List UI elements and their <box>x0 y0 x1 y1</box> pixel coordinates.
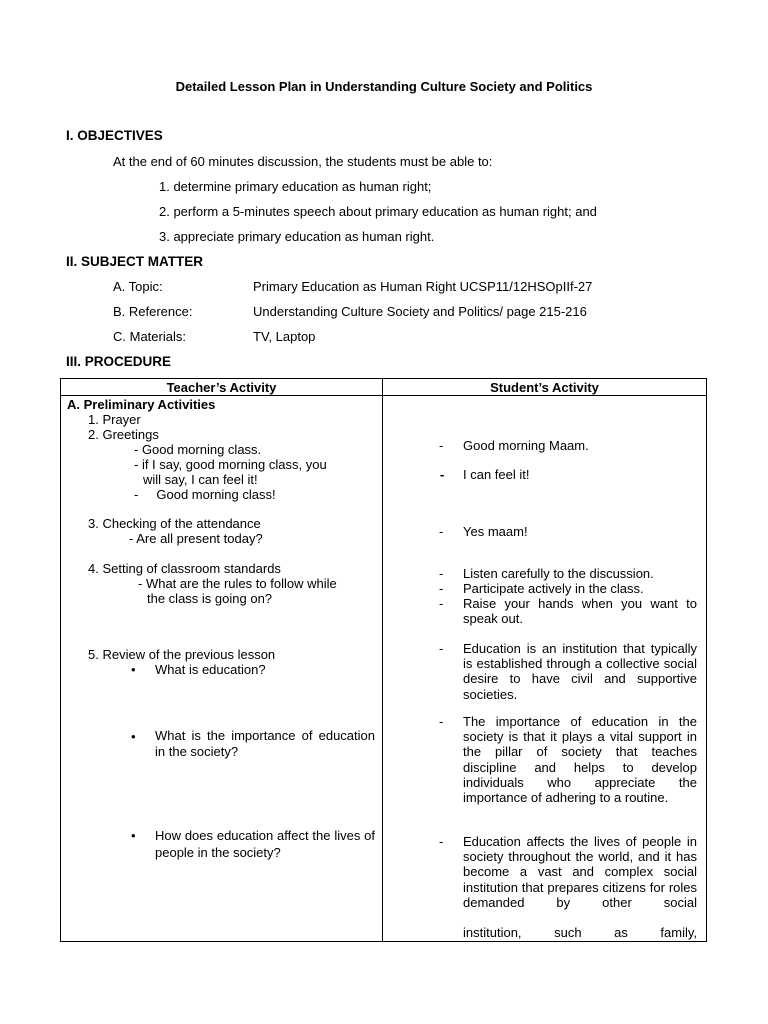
teacher-attendance-question: - Are all present today? <box>129 531 263 546</box>
student-column-header: Student’s Activity <box>490 380 599 395</box>
document-title: Detailed Lesson Plan in Understanding Culture Society and Politics <box>175 79 593 94</box>
teacher-greeting-line: - if I say, good morning class, you <box>134 457 327 472</box>
objective-item: 3. appreciate primary education as human right. <box>159 229 435 244</box>
student-response: institution, such as family, <box>463 925 697 940</box>
teacher-item-greetings: 2. Greetings <box>88 427 159 442</box>
objective-item: 2. perform a 5-minutes speech about primary education as human right; and <box>159 204 597 219</box>
table-header-divider <box>61 395 706 396</box>
bullet-icon: • <box>131 729 136 744</box>
subject-label: C. Materials: <box>113 329 186 344</box>
procedure-table <box>60 378 707 942</box>
subject-value: TV, Laptop <box>253 329 316 344</box>
teacher-greeting-line: will say, I can feel it! <box>143 472 258 487</box>
table-column-divider <box>382 379 383 941</box>
bullet-icon: • <box>131 662 136 677</box>
student-response: Participate actively in the class. <box>463 581 644 596</box>
student-response: Good morning Maam. <box>463 438 589 453</box>
dash-icon: - <box>439 596 444 611</box>
student-response: Education affects the lives of people in society throughout the world, and it has become a vast and complex social institution that prepares citizens for roles demanded by other social <box>463 834 697 910</box>
student-response: Yes maam! <box>463 524 528 539</box>
student-response: Education is an institution that typically is established through a collective social desire to have civil and supportive societies. <box>463 641 697 702</box>
teacher-standards-question: the class is going on? <box>147 591 273 606</box>
bullet-icon: • <box>131 828 136 843</box>
subject-value: Primary Education as Human Right UCSP11/12HSOpIIf-27 <box>253 279 593 294</box>
teacher-item-attendance: 3. Checking of the attendance <box>88 516 261 531</box>
teacher-item-review: 5. Review of the previous lesson <box>88 647 276 662</box>
dash-icon: - <box>439 641 444 656</box>
teacher-item-standards: 4. Setting of classroom standards <box>88 561 281 576</box>
dash-icon: - <box>439 438 444 453</box>
review-question: What is education? <box>155 662 266 677</box>
teacher-greeting-line: - Good morning class! <box>134 487 276 502</box>
review-question: What is the importance of education in the society? <box>155 728 375 759</box>
dash-icon: - <box>439 714 444 729</box>
review-question: How does education affect the lives of people in the society? <box>155 828 375 860</box>
student-response: I can feel it! <box>463 467 530 482</box>
dash-icon: - <box>439 834 444 849</box>
procedure-heading: III. PROCEDURE <box>66 354 172 369</box>
teacher-greeting-line: - Good morning class. <box>134 442 262 457</box>
subject-label: B. Reference: <box>113 304 193 319</box>
teacher-standards-question: - What are the rules to follow while <box>138 576 337 591</box>
teacher-item-prayer: 1. Prayer <box>88 412 141 427</box>
dash-icon: - <box>439 566 444 581</box>
objectives-heading: I. OBJECTIVES <box>66 128 163 143</box>
objective-item: 1. determine primary education as human right; <box>159 179 432 194</box>
dash-icon: - <box>439 524 444 539</box>
dash-icon: - <box>439 581 444 596</box>
dash-icon: - <box>440 467 445 482</box>
student-response: Raise your hands when you want to speak out. <box>463 596 697 627</box>
student-response: Listen carefully to the discussion. <box>463 566 654 581</box>
subject-label: A. Topic: <box>113 279 163 294</box>
student-response: The importance of education in the society is that it plays a vital support in the pillar of society that teaches discipline and helps to develop individuals who appreciate the importance of adhering to a routine. <box>463 714 697 806</box>
objectives-intro: At the end of 60 minutes discussion, the students must be able to: <box>113 154 493 169</box>
teacher-column-header: Teacher’s Activity <box>166 380 277 395</box>
subject-matter-heading: II. SUBJECT MATTER <box>66 254 204 269</box>
subject-value: Understanding Culture Society and Politics/ page 215-216 <box>253 304 587 319</box>
section-preliminary-activities: A. Preliminary Activities <box>67 397 216 412</box>
